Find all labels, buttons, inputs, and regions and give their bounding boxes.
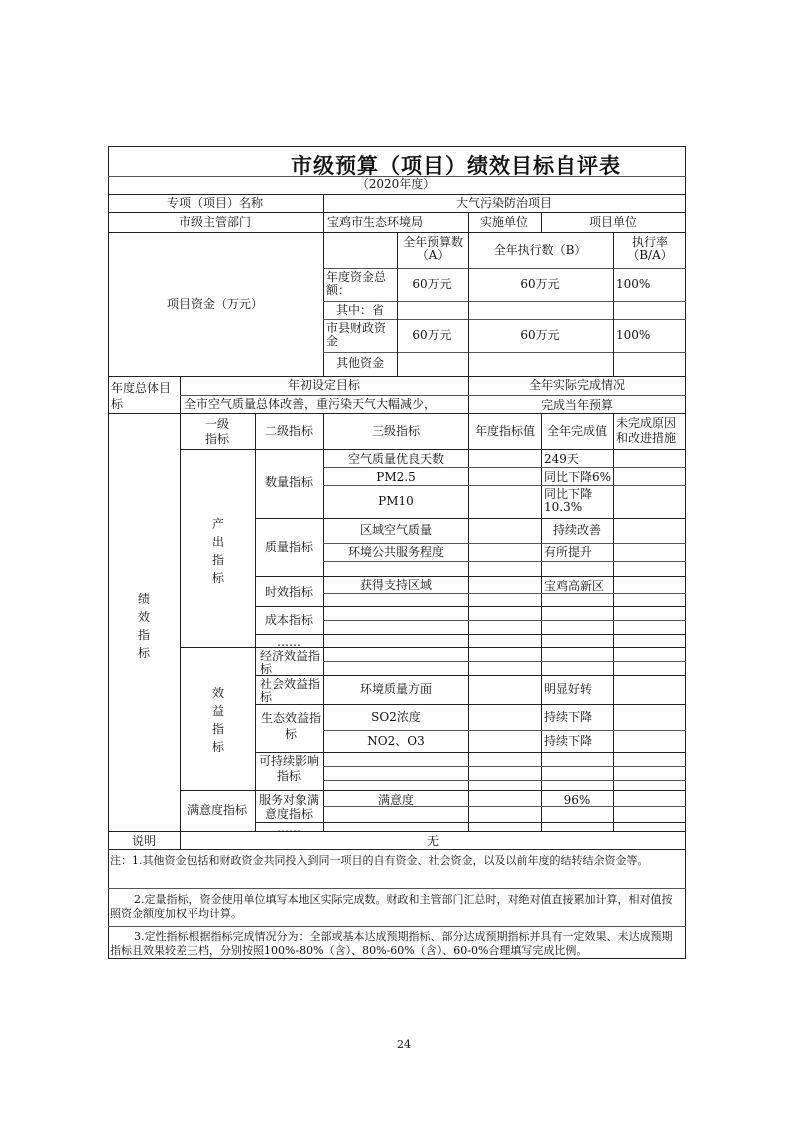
row-regional: 区域空气质量 [359,523,433,537]
level2-sustainable: 可持续影响指标 [258,754,319,783]
row-support-value: 宝鸡高新区 [544,579,605,593]
impl-value: 项目单位 [588,215,638,229]
row-pm25: PM2.5 [376,470,416,484]
row-satisfaction-value: 96% [563,793,591,807]
indicators-label: 绩效指标 [137,592,150,660]
level2-cost: 成本指标 [264,613,314,627]
row-pm25-value: 同比下降6% [544,470,612,484]
row-regional-value: 持续改善 [552,523,602,537]
fund-row-city-b: 60万元 [520,328,560,342]
level1-benefit: 效益指标 [211,686,224,754]
goal-set-header: 年初设定目标 [287,378,361,392]
header-level1: 一级指标 [204,417,229,446]
level2-service: 服务对象满意度指标 [258,793,319,821]
header-level2: 二级指标 [264,424,314,438]
remark-label: 说明 [131,834,157,848]
fund-row-province-label: 其中：省 [335,303,385,317]
row-no2-value: 持续下降 [544,734,593,748]
row-satisfaction: 满意度 [377,793,415,807]
row-pm10: PM10 [378,494,414,508]
dept-value: 宝鸡市生态环境局 [326,215,424,229]
page-number: 24 [397,1038,411,1051]
goal-actual-text: 完成当年预算 [540,398,614,412]
level2-quantity: 数量指标 [264,475,314,489]
row-pm10-value: 同比下降10.3% [544,487,593,514]
level1-output: 产出指标 [211,517,224,585]
level2-economic: 经济效益指标 [260,650,321,674]
row-so2: SO2浓度 [371,710,421,724]
note-2: 2.定量指标，资金使用单位填写本地区实际完成数。财政和主管部门汇总时，对绝对值直接累加计算，相对值按照资金额度加权平均计算。 [110,893,673,920]
row-no2: NO2、O3 [367,734,425,748]
row-public: 环境公共服务程度 [347,545,445,559]
header-level3: 三级指标 [371,424,421,438]
level2-etc1: …… [277,635,301,649]
impl-label: 实施单位 [479,215,529,229]
note-1: 注：1.其他资金包括和财政资金共同投入到同一项目的自有资金、社会资金，以及以前年度的结转结余资金等。 [110,854,649,867]
fund-col-rate: 执行率（B/A） [627,235,673,262]
dept-label: 市级主管部门 [178,215,252,229]
level2-social: 社会效益指标 [260,678,321,703]
level2-quality: 质量指标 [264,540,314,554]
header-target: 年度指标值 [474,424,536,438]
page-title: 市级预算（项目）绩效目标自评表 [291,154,621,178]
note-3: 3.定性指标根据指标完成情况分为：全部或基本达成预期指标、部分达成预期指标并具有一定效果、未达成预期指标且效果较差三档，分别按照100%-80%（含）、80%-60%（含）、60-0%合理填写完成比例。 [110,930,673,957]
goal-label: 年度总体目标 [111,381,172,411]
fund-row-total-b: 60万元 [520,277,560,291]
row-air-days-value: 249天 [544,452,579,466]
level2-ecological: 生态效益指标 [260,711,321,741]
fund-row-other-label: 其他资金 [335,356,385,370]
row-so2-value: 持续下降 [544,710,593,724]
project-name-label: 专项（项目）名称 [166,196,264,210]
goal-set-text: 全市空气质量总体改善，重污染天气大幅减少， [184,397,437,411]
fund-row-total-label: 年度资金总额： [326,270,387,297]
goal-actual-header: 全年实际完成情况 [528,378,626,392]
row-support: 获得支持区域 [359,578,433,592]
fund-label: 项目资金（万元） [166,297,264,311]
row-air-days: 空气质量优良天数 [347,452,445,466]
fund-col-a: 全年预算数（A） [402,235,463,262]
header-reason: 未完成原因和改进措施 [616,416,677,445]
row-env: 环境质量方面 [359,682,433,696]
row-public-value: 有所提升 [544,545,593,559]
fund-row-city-rate: 100% [616,328,651,342]
remark-value: 无 [426,834,440,848]
fund-row-total-rate: 100% [616,277,651,291]
level2-timeliness: 时效指标 [264,585,314,599]
header-actual: 全年完成值 [546,424,608,438]
project-name-value: 大气污染防治项目 [455,196,553,210]
year-label: （2020年度） [356,177,436,191]
level2-etc2: …… [277,821,301,835]
fund-row-city-label: 市县财政资金 [326,321,387,348]
fund-col-b: 全年执行数（B） [493,243,587,257]
fund-row-total-a: 60万元 [412,277,452,291]
row-env-value: 明显好转 [544,682,593,696]
fund-row-city-a: 60万元 [412,328,452,342]
level1-satisfaction: 满意度指标 [186,803,248,817]
